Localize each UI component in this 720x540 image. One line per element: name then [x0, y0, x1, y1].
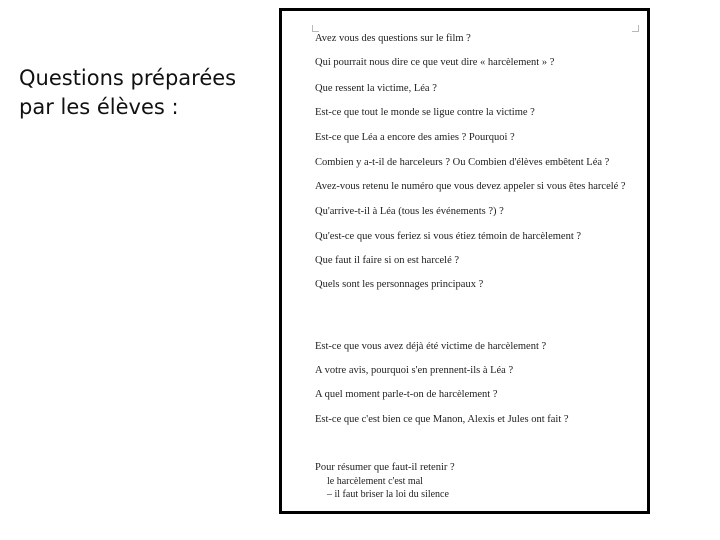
question-line: Que faut il faire si on est harcelé ? — [315, 255, 460, 266]
page-corner-mark — [632, 25, 639, 32]
summary-bullet-text: il faut briser la loi du silence — [334, 489, 449, 500]
summary-heading: Pour résumer que faut-il retenir ? — [315, 462, 455, 473]
question-line: Quels sont les personnages principaux ? — [315, 279, 484, 290]
question-line: Est-ce que Léa a encore des amies ? Pourquoi ? — [315, 132, 515, 143]
document-page — [279, 8, 650, 514]
bullet-marker: – — [327, 489, 332, 500]
question-line: Est-ce que vous avez déjà été victime de harcèlement ? — [315, 341, 547, 352]
summary-bullet — [327, 476, 423, 487]
question-line: Qu'est-ce que vous feriez si vous étiez témoin de harcèlement ? — [315, 231, 582, 242]
question-line: A quel moment parle-t-on de harcèlement ? — [315, 389, 498, 400]
question-line: Avez vous des questions sur le film ? — [315, 33, 471, 44]
question-line: Avez-vous retenu le numéro que vous devez appeler si vous êtes harcelé ? — [315, 181, 626, 192]
page-corner-mark — [312, 25, 319, 32]
question-line: A votre avis, pourquoi s'en prennent-ils à Léa ? — [315, 365, 514, 376]
question-line: Combien y a-t-il de harceleurs ? Ou Combien d'élèves embêtent Léa ? — [315, 157, 610, 168]
question-line: Qui pourrait nous dire ce que veut dire « harcèlement » ? — [315, 57, 555, 68]
question-line: Est-ce que tout le monde se ligue contre la victime ? — [315, 107, 535, 118]
question-line: Est-ce que c'est bien ce que Manon, Alexis et Jules ont fait ? — [315, 414, 569, 425]
slide-title: Questions préparées par les élèves : — [19, 66, 237, 119]
summary-bullet-text: le harcèlement c'est mal — [327, 476, 423, 487]
summary-bullet — [327, 489, 449, 500]
question-line: Que ressent la victime, Léa ? — [315, 83, 437, 94]
question-line: Qu'arrive-t-il à Léa (tous les événements ?) ? — [315, 206, 504, 217]
